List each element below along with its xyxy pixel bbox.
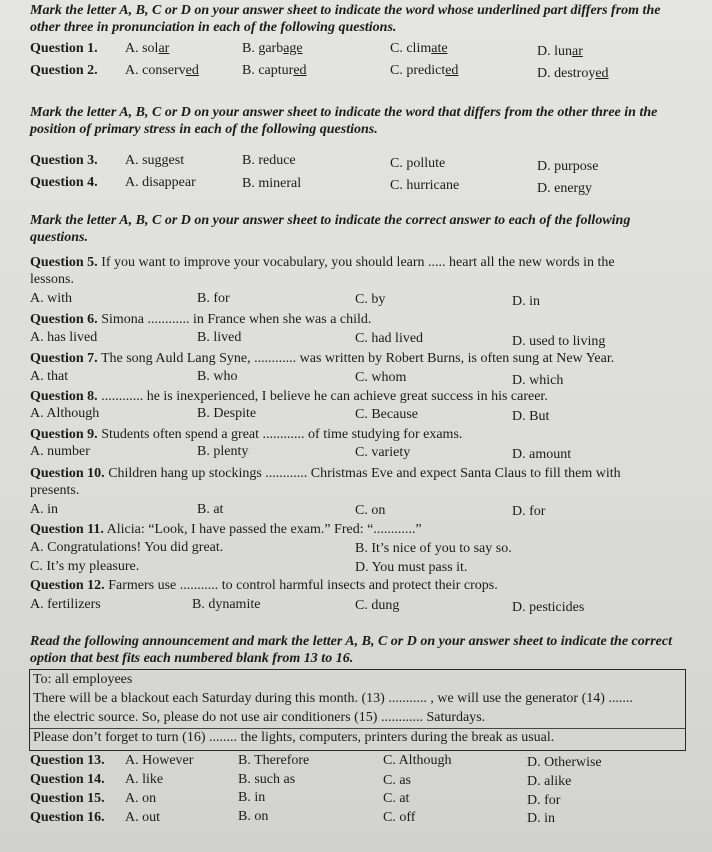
question-label: Question 3. xyxy=(30,153,98,168)
q4-option-c: C. hurricane xyxy=(390,178,460,193)
q9-option-b: B. plenty xyxy=(197,444,249,459)
q10-option-b: B. at xyxy=(197,502,224,517)
q16-option-d: D. in xyxy=(527,811,555,826)
question-8: Question 8. ............ he is inexperienced, I believe he can achieve great success in his career. xyxy=(30,389,548,404)
q1-option-a: A. solar xyxy=(125,41,170,56)
q11-option-b: B. It’s nice of you to say so. xyxy=(355,541,512,556)
q9-option-c: C. variety xyxy=(355,445,411,460)
q5-option-d: D. in xyxy=(512,294,540,309)
q2-option-d: D. destroyed xyxy=(537,66,609,81)
q6-option-d: D. used to living xyxy=(512,334,606,349)
q1-option-c: C. climate xyxy=(390,41,448,56)
q10-option-d: D. for xyxy=(512,504,546,519)
question-6: Question 6. Simona ............ in France when she was a child. xyxy=(30,312,372,327)
q8-option-b: B. Despite xyxy=(197,406,257,421)
q10-option-a: A. in xyxy=(30,502,58,517)
announcement-line-4: Please don’t forget to turn (16) ........ the lights, computers, printers during the break as usual. xyxy=(33,730,555,745)
q7-option-c: C. whom xyxy=(355,370,407,385)
section2-instruction: Mark the letter A, B, C or D on your answer sheet to indicate the word that differs from the other three in the position of primary stress in each of the following questions. xyxy=(30,105,658,137)
q12-option-b: B. dynamite xyxy=(192,597,261,612)
q15-option-b: B. in xyxy=(238,790,266,805)
q10-option-c: C. on xyxy=(355,503,386,518)
q9-option-d: D. amount xyxy=(512,447,572,462)
question-5-stem-cont: lessons. xyxy=(30,272,74,287)
q7-option-b: B. who xyxy=(197,369,238,384)
q11-option-a: A. Congratulations! You did great. xyxy=(30,540,224,555)
q2-option-b: B. captured xyxy=(242,63,307,78)
announcement-box xyxy=(29,669,686,751)
q1-option-b: B. garbage xyxy=(242,41,303,56)
q14-option-b: B. such as xyxy=(238,772,296,787)
q7-option-d: D. which xyxy=(512,373,564,388)
q4-option-a: A. disappear xyxy=(125,175,196,190)
question-label: Question 1. xyxy=(30,41,98,56)
section4-instruction: Read the following announcement and mark the letter A, B, C or D on your answer sheet to indicate the correct option that best fits each numbered blank from 13 to 16. xyxy=(30,634,672,666)
q8-option-a: A. Although xyxy=(30,406,100,421)
q5-option-c: C. by xyxy=(355,292,386,307)
q9-option-a: A. number xyxy=(30,444,90,459)
q12-option-a: A. fertilizers xyxy=(30,597,101,612)
q8-option-c: C. Because xyxy=(355,407,418,422)
q3-option-a: A. suggest xyxy=(125,153,185,168)
q12-option-c: C. dung xyxy=(355,598,400,613)
question-7: Question 7. The song Auld Lang Syne, ............ was written by Robert Burns, is often sung at New Year. xyxy=(30,351,615,366)
question-9: Question 9. Students often spend a great ............ of time studying for exams. xyxy=(30,427,463,442)
question-label: Question 2. xyxy=(30,63,98,78)
question-15: Question 15. xyxy=(30,791,105,806)
section3-instruction: Mark the letter A, B, C or D on your answer sheet to indicate the correct answer to each of the following questions. xyxy=(30,213,631,245)
question-11: Question 11. Alicia: “Look, I have passed the exam.” Fred: “............” xyxy=(30,522,422,537)
announcement-line-2: There will be a blackout each Saturday during this month. (13) ........... , we will use the generator (14) ....... xyxy=(33,691,633,706)
question-16: Question 16. xyxy=(30,810,105,825)
q13-option-c: C. Although xyxy=(383,753,452,768)
q15-option-d: D. for xyxy=(527,793,561,808)
q3-option-c: C. pollute xyxy=(390,156,446,171)
question-13: Question 13. xyxy=(30,753,105,768)
q15-option-c: C. at xyxy=(383,791,410,806)
q5-option-b: B. for xyxy=(197,291,230,306)
q14-option-c: C. as xyxy=(383,773,411,788)
q13-option-d: D. Otherwise xyxy=(527,755,602,770)
q4-option-d: D. energy xyxy=(537,181,592,196)
q11-option-c: C. It’s my pleasure. xyxy=(30,559,140,574)
q2-option-c: C. predicted xyxy=(390,63,459,78)
q2-option-a: A. conserved xyxy=(125,63,199,78)
q5-option-a: A. with xyxy=(30,291,72,306)
question-10-stem-cont: presents. xyxy=(30,483,80,498)
q13-option-a: A. However xyxy=(125,753,194,768)
question-12: Question 12. Farmers use ........... to control harmful insects and protect their crops. xyxy=(30,578,498,593)
q15-option-a: A. on xyxy=(125,791,157,806)
q16-option-b: B. on xyxy=(238,809,269,824)
announcement-line-1: To: all employees xyxy=(33,672,133,687)
section1-instruction: Mark the letter A, B, C or D on your answer sheet to indicate the word whose underlined part differs from the other three in pronunciation in each of the following questions. xyxy=(30,3,661,35)
q6-option-a: A. has lived xyxy=(30,330,98,345)
q3-option-d: D. purpose xyxy=(537,159,599,174)
question-14: Question 14. xyxy=(30,772,105,787)
q11-option-d: D. You must pass it. xyxy=(355,560,468,575)
q1-option-d: D. lunar xyxy=(537,44,583,59)
q16-option-a: A. out xyxy=(125,810,160,825)
q14-option-d: D. alike xyxy=(527,774,572,789)
q6-option-b: B. lived xyxy=(197,330,242,345)
q12-option-d: D. pesticides xyxy=(512,600,585,615)
q7-option-a: A. that xyxy=(30,369,69,384)
q13-option-b: B. Therefore xyxy=(238,753,310,768)
q14-option-a: A. like xyxy=(125,772,164,787)
q6-option-c: C. had lived xyxy=(355,331,424,346)
question-label: Question 4. xyxy=(30,175,98,190)
q4-option-b: B. mineral xyxy=(242,176,302,191)
q8-option-d: D. But xyxy=(512,409,550,424)
question-5: Question 5. If you want to improve your vocabulary, you should learn ..... heart all the new words in the xyxy=(30,255,615,270)
question-10: Question 10. Children hang up stockings ............ Christmas Eve and expect Santa Claus to fill them with xyxy=(30,466,621,481)
q3-option-b: B. reduce xyxy=(242,153,296,168)
q16-option-c: C. off xyxy=(383,810,416,825)
announcement-line-3: the electric source. So, please do not use air conditioners (15) ............ Saturdays. xyxy=(33,710,486,725)
